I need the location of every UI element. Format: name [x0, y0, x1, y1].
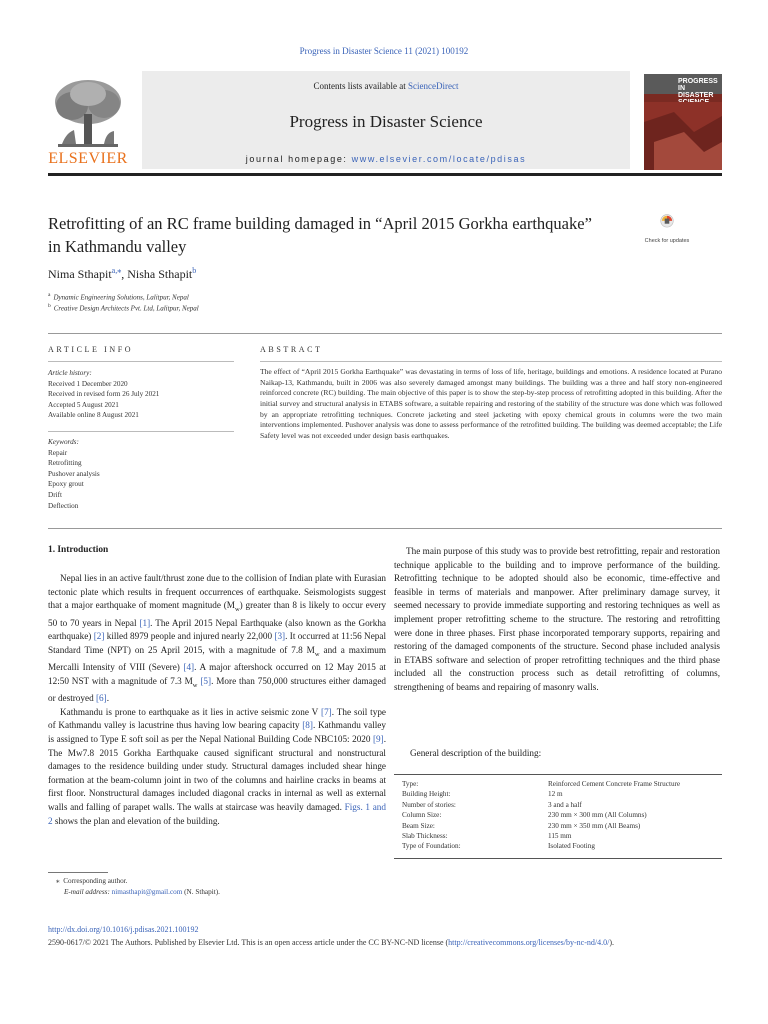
keyword: Pushover analysis [48, 469, 100, 478]
email-link[interactable]: nimasthapit@gmail.com [111, 887, 183, 896]
p2-text: shows the plan and elevation of the building. [52, 815, 220, 826]
ref-link[interactable]: [7] [321, 706, 332, 717]
table-key: Building Height: [402, 790, 451, 799]
author-2: Nisha Sthapit [127, 267, 193, 281]
footnote-rule [48, 872, 108, 873]
author-line [48, 266, 196, 282]
ref-link[interactable]: [6] [95, 693, 107, 704]
section-divider [48, 333, 722, 334]
corresponding-note [56, 876, 220, 887]
table-value: Isolated Footing [548, 842, 595, 851]
p1-text: . More than 750,000 structures either damaged or destroyed [48, 675, 387, 704]
table-value: Reinforced Cement Concrete Frame Structure [548, 780, 681, 788]
journal-name: Progress in Disaster Science [289, 112, 483, 131]
homepage-link[interactable]: www.elsevier.com/locate/pdisas [351, 154, 527, 164]
ref-link[interactable]: [3] [274, 631, 286, 642]
table-key: Type: [402, 780, 419, 788]
table-value: 230 mm × 300 mm (All Columns) [548, 811, 647, 820]
table-key: Number of stories: [402, 800, 456, 809]
table-top-rule [394, 774, 722, 775]
p1-text: Nepal lies in an active fault/thrust zone due to the collision of Indian plate with Eurasian tectonic plate which results in frequent occurrences of earthquake. Seismologists suggest that a major earthquake of moment magnitude (M [48, 573, 386, 611]
general-description-label: General description of the building: [410, 748, 542, 758]
doi-link[interactable]: http://dx.doi.org/10.1016/j.pdisas.2021.100192 [48, 925, 199, 934]
article-info-divider [48, 361, 234, 362]
intro-left-column [48, 572, 386, 828]
p2-text: . The soil type of Kathmandu valley is lacustrine thus having low bearing capacity [48, 706, 386, 731]
table-value: 230 mm × 350 mm (All Beams) [548, 821, 641, 830]
abstract-heading: ABSTRACT [260, 345, 323, 354]
elsevier-wordmark: ELSEVIER [48, 150, 128, 167]
keywords [48, 437, 234, 511]
table-row [402, 831, 722, 841]
corresponding-text: Corresponding author. [63, 877, 128, 885]
cover-title: PROGRESS IN DISASTER [678, 78, 718, 99]
affiliation-a-text: Dynamic Engineering Solutions, Lalitpur, Nepal [53, 293, 189, 302]
journal-homepage [142, 154, 630, 164]
p1-text: . [106, 693, 109, 704]
p1-text: and a maximum Mercalli Intensity of VIII (Severe) [48, 644, 386, 673]
author-2-affil[interactable]: b [192, 266, 197, 275]
introduction-heading: 1. Introduction [48, 545, 109, 555]
history-revised: Received in revised form 26 July 2021 [48, 390, 160, 399]
ref-link[interactable]: [2] [93, 631, 105, 642]
table-row [402, 821, 722, 831]
p1-text: killed 8979 people and injured nearly 22,000 [104, 631, 275, 642]
ref-link[interactable]: [4] [183, 662, 195, 673]
crossmark-icon[interactable] [647, 214, 687, 238]
history-online: Available online 8 August 2021 [48, 411, 139, 420]
abstract-divider [260, 361, 722, 362]
history-label: Article history: [48, 369, 92, 377]
table-row [402, 789, 722, 799]
table-row [402, 800, 722, 810]
license-line [48, 937, 722, 949]
body-divider [48, 528, 722, 529]
ref-link[interactable]: [1] [139, 617, 151, 628]
article-history [48, 368, 234, 421]
header-rule [48, 173, 722, 176]
affiliation-a [48, 292, 189, 301]
table-value: 115 mm [548, 832, 572, 841]
license-prefix: 2590-0617/© 2021 The Authors. Published by Elsevier Ltd. This is an open access article under the CC BY-NC-ND license ( [48, 938, 449, 947]
table-value: 3 and a half [548, 800, 582, 809]
p1-sub: w [314, 650, 320, 658]
intro-paragraph-3: The main purpose of this study was to provide best retrofitting, repair and restoration technique applicable to the building and to improve performance of the building. Retrofitting technique to be adopted should also be economic, time-effective and feasible in terms of materials and manpower. After preliminary damage survey, it seemed necessary to provide immediate supporting and restoring techniques as well as implement proper retrofitting scheme to the structure. The restoring and retrofitting were done in three phases. First phase incorporated temporary supports, repairing and restoring of the damaged components of the structure. Second phase included analysis in ETABS software and selection of proper retrofitting techniques and the third phase included all the construction process such as detail retrofitting of columns, strengthening of beams and repairing of masonry walls. [394, 546, 720, 692]
p2-text: . The Mw7.8 2015 Gorkha Earthquake caused significant structural and nonstructural damages to the residence building under study. Structural damages included shear hinge formation at the beam-column joint in two of the columns and hairline cracks in beams at first floor. Nonstructural damages included diagonal cracks in internal as well as external walls and falling of parapet walls. The walls at staircase was heavily damaged. [48, 734, 386, 812]
table-value: 12 m [548, 790, 563, 799]
journal-citation[interactable]: Progress in Disaster Science 11 (2021) 100192 [299, 46, 469, 56]
crossmark-label: Check for updates [644, 238, 690, 244]
affiliation-b-text: Creative Design Architects Pvt. Ltd, Lalitpur, Nepal [53, 304, 199, 313]
figure-link[interactable]: Figs. 1 and 2 [48, 801, 386, 826]
p2-text: . Kathmandu valley is assigned to Type E soft soil as per the Nepal National Building Code NBC105: 2020 [48, 720, 386, 745]
p1-text: . A major aftershock occurred on 12 May 2015 at 12:50 NST with a magnitude of 7.3 M [48, 662, 386, 686]
affiliation-a-marker: a [48, 292, 51, 298]
author-separator: , [121, 267, 128, 281]
table-key: Type of Foundation: [402, 842, 461, 851]
keyword: Repair [48, 448, 68, 457]
footnote [56, 876, 220, 897]
table-row [402, 779, 722, 789]
license-suffix: ). [609, 938, 614, 947]
email-label: E-mail address: [64, 887, 112, 896]
p1-sub: w [234, 606, 240, 614]
email-note [56, 887, 220, 898]
author-1: Nima Sthapit [48, 267, 112, 281]
cover-texture [644, 102, 722, 170]
homepage-prefix: journal homepage: [245, 154, 352, 164]
intro-paragraph-2 [48, 706, 386, 828]
affiliation-b [48, 303, 199, 312]
contents-line [142, 81, 630, 91]
article-title: Retrofitting of an RC frame building damaged in “April 2015 Gorkha earthquake” in Kathmandu valley [48, 214, 592, 256]
license-link[interactable]: http://creativecommons.org/licenses/by-nc-nd/4.0/ [448, 938, 610, 947]
abstract-text: The effect of “April 2015 Gorkha Earthquake” was devastating in terms of loss of life, heritage, buildings and emotions. A residence located at Purano Naikap-13, Kathmandu, built in 2006 was also severely damaged amongst many buildings. The building was a three and half story non-engineered reinforced concrete (RC) building. The main objective of this paper is to show the step-by-step process of retrofitting adopted in this building. After the initial survey and structural analysis in ETABS software, a suitable repairing and restoring of the stability of the structure was done which was followed by an appropriate retrofitting techniques. Concrete jacketing and steel jacketing with epoxy chemical grouts in columns were the two main interventions implemented. Pushover analysis was done to assess performance of the retrofitted building. The building was deemed acceptable; the Life Safety level was not exceeded under design basis earthquakes. [260, 367, 722, 440]
keyword: Deflection [48, 501, 79, 510]
table-key: Column Size: [402, 811, 442, 820]
affiliation-b-marker: b [48, 303, 51, 309]
ref-link[interactable]: [8] [302, 720, 313, 731]
footnote-marker: ⁎ [56, 877, 60, 885]
p1-text: . The April 2015 Nepal Earthquake (also known as the Gorkha earthquake) [48, 617, 386, 642]
contents-prefix: Contents lists available at [313, 81, 408, 91]
table-bottom-rule [394, 858, 722, 859]
article-info-heading: ARTICLE INFO [48, 345, 134, 354]
keyword: Retrofitting [48, 459, 82, 468]
table-row [402, 841, 722, 851]
table-key: Beam Size: [402, 821, 435, 830]
email-suffix: (N. Sthapit). [182, 887, 220, 896]
ref-link[interactable]: [5] [200, 675, 212, 686]
p1-sub: w [192, 681, 198, 689]
intro-paragraph-1 [48, 572, 386, 706]
keyword: Drift [48, 490, 62, 499]
history-accepted: Accepted 5 August 2021 [48, 400, 119, 409]
ref-link[interactable]: [9] [372, 734, 384, 745]
building-description-table [402, 779, 722, 852]
journal-cover-image [644, 74, 722, 170]
table-row [402, 810, 722, 820]
sciencedirect-link[interactable]: ScienceDirect [408, 81, 459, 91]
author-1-affil[interactable]: a,⁎ [111, 266, 122, 275]
keyword: Epoxy grout [48, 480, 84, 489]
intro-right-column [394, 545, 720, 695]
p1-text: ) greater than 8 is likely to occur every 50 to 70 years in Nepal [48, 600, 386, 628]
table-key: Slab Thickness: [402, 832, 448, 841]
keywords-divider [48, 431, 234, 432]
p2-text: Kathmandu is prone to earthquake as it lies in active seismic zone V [60, 706, 322, 717]
keywords-label: Keywords: [48, 438, 79, 446]
history-received: Received 1 December 2020 [48, 379, 128, 388]
p1-text: . It occurred at 11:56 Nepal Standard Time (NPT) on 25 April 2015, with a magnitude of 7.8 M [48, 631, 386, 655]
